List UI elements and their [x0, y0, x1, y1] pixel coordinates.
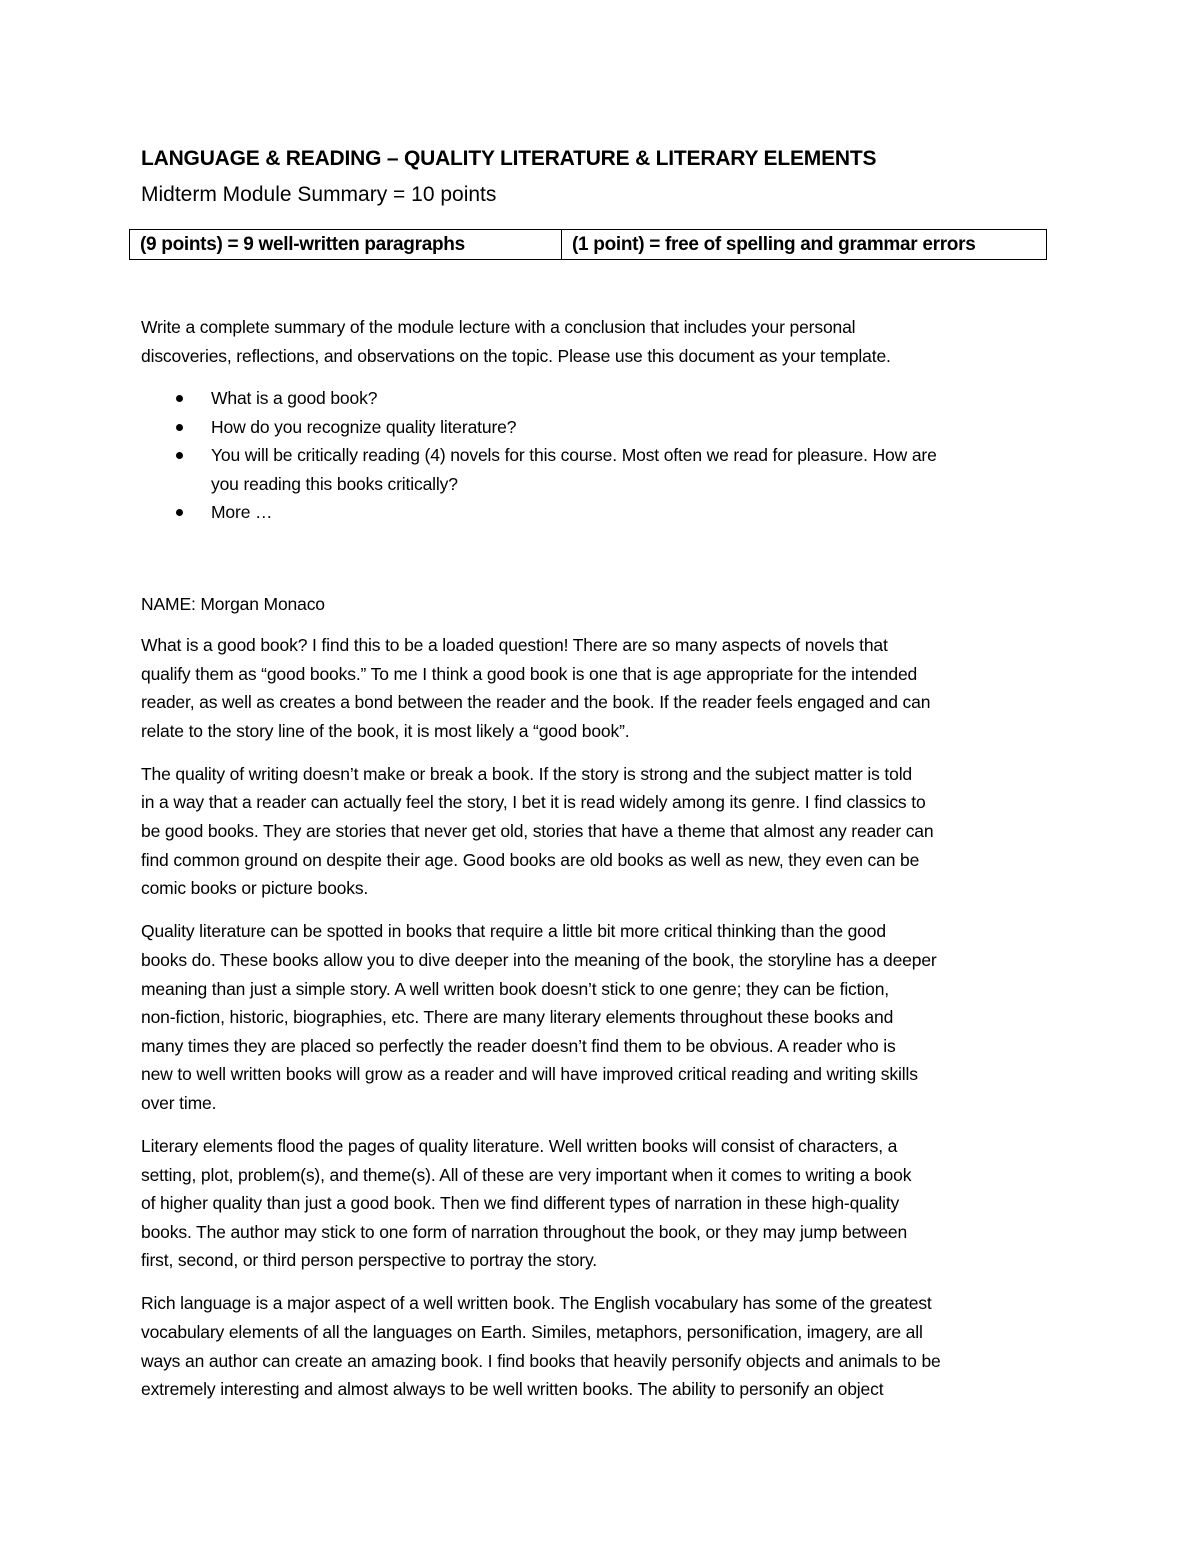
essay-paragraph	[141, 917, 1071, 1117]
essay-line: over time.	[141, 1092, 217, 1113]
bullet-text-line: you reading this books critically?	[211, 473, 458, 494]
bullet-dot-icon	[176, 452, 183, 459]
essay-line: The quality of writing doesn’t make or break a book. If the story is strong and the subject matter is told	[141, 763, 913, 784]
essay-line: qualify them as “good books.” To me I think a good book is one that is age appropriate for the intended	[141, 663, 918, 684]
prompt-bullet-item	[141, 441, 1071, 498]
instructions-line: discoveries, reflections, and observations on the topic. Please use this document as your template.	[141, 345, 891, 366]
essay-paragraph	[141, 1132, 1071, 1275]
rubric-cell-spelling: (1 point) = free of spelling and grammar errors	[562, 230, 1047, 260]
essay-line: Literary elements flood the pages of quality literature. Well written books will consist of characters, a	[141, 1136, 898, 1156]
essay-line: of higher quality than just a good book. Then we find different types of narration in these high-quality	[141, 1193, 900, 1214]
bullet-text-line: How do you recognize quality literature?	[211, 416, 517, 437]
bullet-text-line: You will be critically reading (4) novels for this course. Most often we read for pleasure. How are	[211, 445, 937, 466]
essay-line: find common ground on despite their age. Good books are old books as well as new, they even can be	[141, 849, 920, 870]
rubric-row	[130, 230, 1047, 260]
essay-line: vocabulary elements of all the languages on Earth. Similes, metaphors, personification, imagery, are all	[141, 1322, 923, 1343]
instructions-line: Write a complete summary of the module lecture with a conclusion that includes your personal	[141, 317, 856, 337]
prompt-bullet-list	[141, 384, 1071, 527]
essay-line: reader, as well as creates a bond between the reader and the book. If the reader feels engaged and can	[141, 692, 931, 713]
bullet-dot-icon	[176, 395, 183, 402]
bullet-dot-icon	[176, 509, 183, 516]
essay-line: many times they are placed so perfectly the reader doesn’t find them to be obvious. A reader who is	[141, 1035, 896, 1056]
prompt-bullet-item	[141, 498, 1071, 527]
essay-line: comic books or picture books.	[141, 878, 369, 899]
essay-line: relate to the story line of the book, it is most likely a “good book”.	[141, 720, 630, 741]
essay-line: be good books. They are stories that never get old, stories that have a theme that almost any reader can	[141, 821, 934, 842]
essay-line: extremely interesting and almost always to be well written books. The ability to personify an object	[141, 1379, 884, 1400]
essay-line: What is a good book? I find this to be a loaded question! There are so many aspects of novels that	[141, 635, 888, 655]
prompt-bullet-item	[141, 384, 1071, 413]
essay-paragraph	[141, 1289, 1071, 1403]
prompt-bullet-item	[141, 413, 1071, 442]
bullet-dot-icon	[176, 424, 183, 431]
essay-line: books do. These books allow you to dive deeper into the meaning of the book, the storyline has a deeper	[141, 949, 937, 970]
essay-line: Quality literature can be spotted in books that require a little bit more critical thinking than the good	[141, 921, 886, 942]
essay-line: new to well written books will grow as a reader and will have improved critical reading and writing skills	[141, 1064, 918, 1085]
student-name-line: NAME: Morgan Monaco	[141, 594, 325, 614]
essay-paragraph	[141, 631, 1071, 745]
essay-line: setting, plot, problem(s), and theme(s). All of these are very important when it comes to writing a book	[141, 1164, 912, 1185]
essay-paragraph	[141, 760, 1071, 903]
rubric-cell-paragraphs: (9 points) = 9 well-written paragraphs	[130, 230, 562, 260]
bullet-text-line: What is a good book?	[211, 388, 378, 408]
document-title: LANGUAGE & READING – QUALITY LITERATURE & LITERARY ELEMENTS	[141, 147, 877, 170]
essay-line: Rich language is a major aspect of a well written book. The English vocabulary has some of the greatest	[141, 1293, 932, 1314]
grading-rubric-table	[129, 229, 1047, 260]
essay-body	[141, 631, 1071, 1418]
essay-line: first, second, or third person perspective to portray the story.	[141, 1250, 597, 1271]
essay-line: in a way that a reader can actually feel the story, I bet it is read widely among its genre. I find classics to	[141, 792, 926, 813]
essay-line: ways an author can create an amazing book. I find books that heavily personify objects and animals to be	[141, 1350, 941, 1371]
essay-line: books. The author may stick to one form of narration throughout the book, or they may jump between	[141, 1221, 908, 1242]
document-subtitle: Midterm Module Summary = 10 points	[141, 183, 497, 206]
essay-line: non-fiction, historic, biographies, etc. There are many literary elements throughout these books and	[141, 1007, 894, 1028]
bullet-text-line: More …	[211, 502, 273, 523]
essay-line: meaning than just a simple story. A well written book doesn’t stick to one genre; they can be fiction,	[141, 978, 889, 999]
instructions-paragraph	[141, 313, 1071, 370]
